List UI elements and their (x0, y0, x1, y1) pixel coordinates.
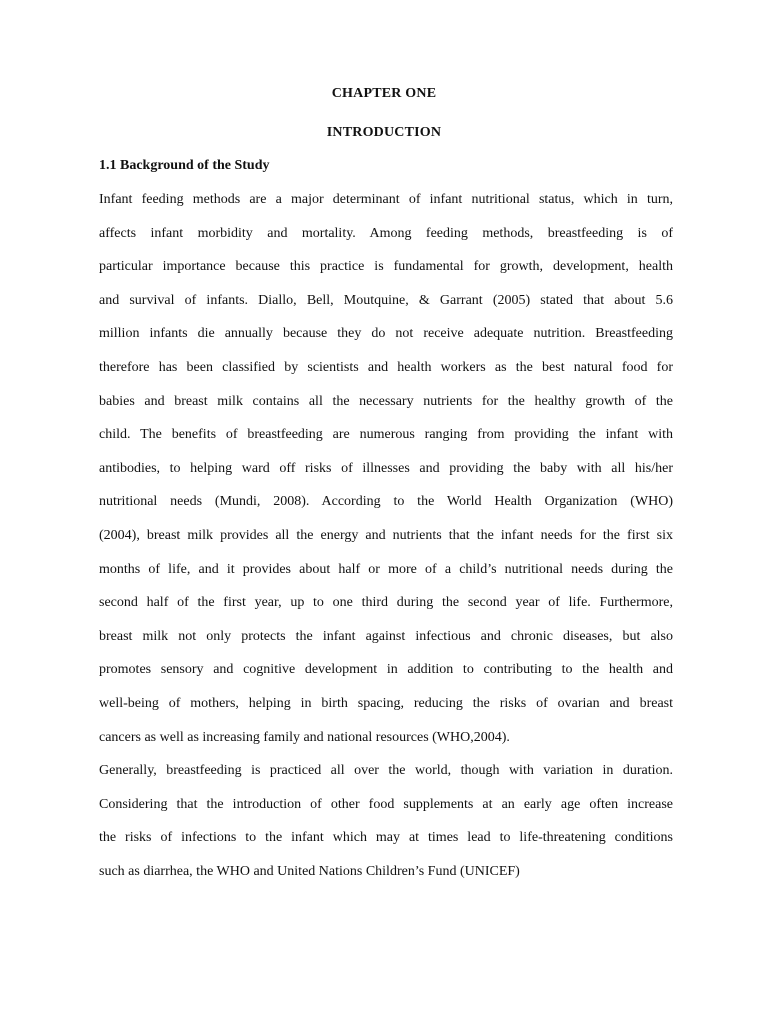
paragraph-line: nutritional needs (Mundi, 2008). According to the World Health Organization (WHO) (99, 494, 673, 510)
body-text (99, 183, 673, 888)
paragraph-line: affects infant morbidity and mortality. Among feeding methods, breastfeeding is of (99, 225, 673, 241)
paragraph-line: months of life, and it provides about half or more of a child’s nutritional needs during the (99, 561, 673, 577)
paragraph-line: Generally, breastfeeding is practiced all over the world, though with variation in duration. (99, 763, 673, 779)
chapter-title: CHAPTER ONE (331, 86, 437, 101)
paragraph-line: child. The benefits of breastfeeding are numerous ranging from providing the infant with (99, 427, 673, 443)
paragraph-line: the risks of infections to the infant which may at times lead to life-threatening conditions (99, 830, 673, 846)
paragraph-line: such as diarrhea, the WHO and United Nations Children’s Fund (UNICEF) (99, 863, 520, 879)
paragraph-line: breast milk not only protects the infant against infectious and chronic diseases, but also (99, 628, 673, 644)
paragraph-line: antibodies, to helping ward off risks of illnesses and providing the baby with all his/her (99, 460, 673, 476)
paragraph-line: therefore has been classified by scientists and health workers as the best natural food for (99, 359, 673, 375)
subsection-title: 1.1 Background of the Study (99, 158, 270, 173)
paragraph-line: cancers as well as increasing family and national resources (WHO,2004). (99, 729, 510, 745)
paragraph-line: (2004), breast milk provides all the energy and nutrients that the infant needs for the first six (99, 527, 673, 543)
paragraph-line: Infant feeding methods are a major determinant of infant nutritional status, which in turn, (99, 192, 673, 207)
paragraph-line: promotes sensory and cognitive development in addition to contributing to the health and (99, 662, 673, 678)
paragraph-line: million infants die annually because they do not receive adequate nutrition. Breastfeeding (99, 326, 673, 342)
paragraph-line: second half of the first year, up to one third during the second year of life. Furthermore, (99, 595, 673, 611)
paragraph-line: babies and breast milk contains all the necessary nutrients for the healthy growth of the (99, 393, 673, 409)
paragraph-line: well-being of mothers, helping in birth spacing, reducing the risks of ovarian and breast (99, 695, 673, 711)
paragraph-line: particular importance because this practice is fundamental for growth, development, health (99, 259, 673, 275)
paragraph-line: and survival of infants. Diallo, Bell, Moutquine, & Garrant (2005) stated that about 5.6 (99, 292, 673, 308)
paragraph-line: Considering that the introduction of other food supplements at an early age often increase (99, 796, 673, 812)
section-heading: INTRODUCTION (326, 125, 442, 140)
